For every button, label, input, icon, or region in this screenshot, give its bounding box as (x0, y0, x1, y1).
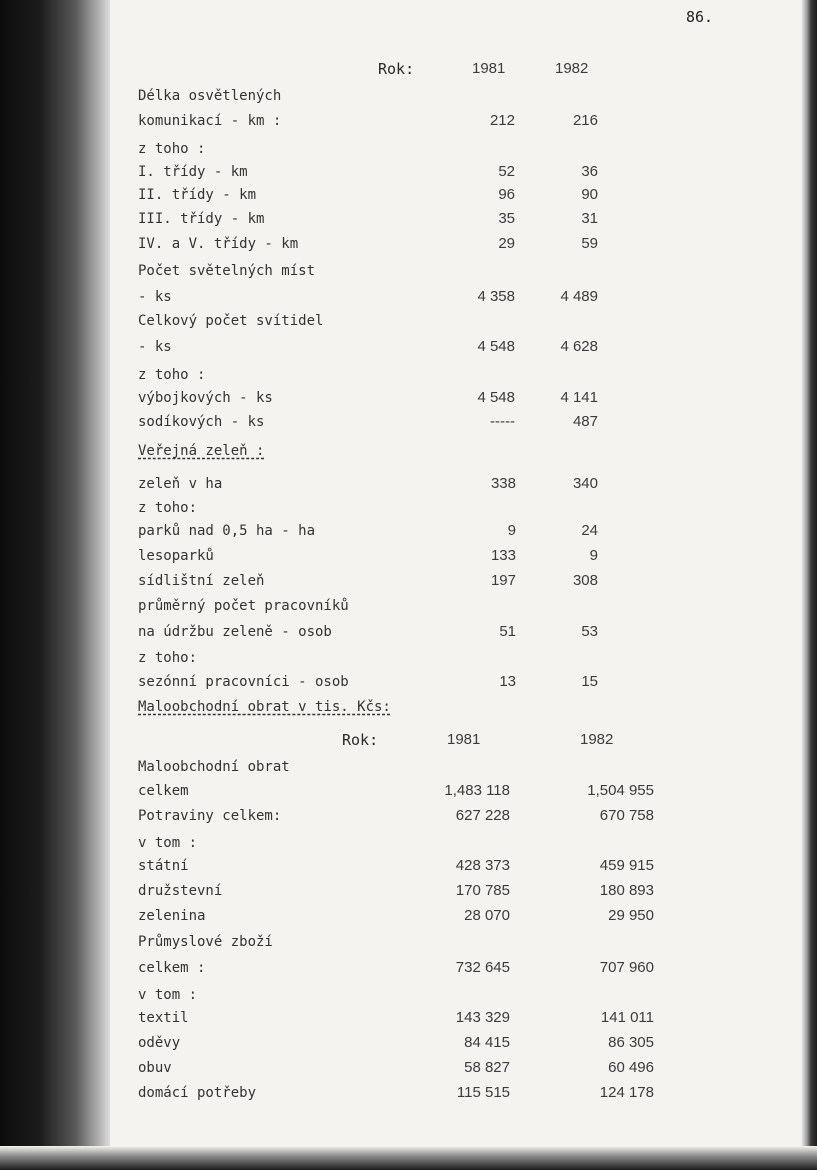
row-label: parků nad 0,5 ha - ha (138, 523, 316, 539)
row-label: zelenina (138, 908, 206, 924)
row-label: státní (138, 858, 189, 874)
value-1981: 197 (490, 572, 516, 589)
value-1982: 308 (572, 572, 598, 589)
row-label: sezónní pracovníci - osob (138, 674, 349, 690)
row-label: IV. a V. třídy - km (138, 236, 299, 252)
year-header-1981: 1981 (472, 60, 506, 77)
value-1981: 29 (498, 235, 515, 252)
scan-right-edge (801, 0, 817, 1170)
value-1982: 707 960 (599, 959, 654, 976)
value-1981: 338 (490, 475, 516, 492)
value-1982: 53 (581, 623, 598, 640)
value-1981: 52 (498, 163, 515, 180)
value-1981: 35 (498, 210, 515, 227)
value-1981: 4 548 (477, 389, 515, 406)
value-1982: 24 (581, 522, 598, 539)
value-1981: 143 329 (455, 1009, 510, 1026)
row-label: Průmyslové zboží (138, 934, 273, 950)
row-label: Délka osvětlených (138, 88, 282, 104)
row-label: v tom : (138, 835, 198, 851)
row-label: z toho : (138, 141, 206, 157)
value-1982: 29 950 (608, 907, 654, 924)
value-1981: 133 (490, 547, 516, 564)
page-number: 86. (686, 8, 714, 26)
value-1982: 459 915 (599, 857, 654, 874)
scan-gutter-shadow (0, 0, 110, 1170)
value-1981: ----- (490, 413, 515, 430)
row-label: komunikací - km : (138, 113, 282, 129)
value-1981: 58 827 (464, 1059, 510, 1076)
value-1981: 84 415 (464, 1034, 510, 1051)
value-1981: 4 358 (477, 288, 515, 305)
year-header-label: Rok: (378, 60, 415, 78)
value-1981: 732 645 (455, 959, 510, 976)
value-1981: 9 (507, 522, 516, 539)
year-header-1982: 1982 (555, 60, 589, 77)
year-header-label: Rok: (342, 731, 379, 749)
row-label: sodíkových - ks (138, 414, 265, 430)
row-label: Celkový počet svítidel (138, 313, 324, 329)
value-1982: 124 178 (599, 1084, 654, 1101)
value-1982: 60 496 (608, 1059, 654, 1076)
row-label: z toho : (138, 367, 206, 383)
value-1982: 4 489 (560, 288, 598, 305)
row-label: z toho: (138, 650, 198, 666)
row-label: z toho: (138, 500, 198, 516)
value-1982: 216 (572, 112, 598, 129)
year-header-1982: 1982 (580, 731, 614, 748)
value-1981: 13 (499, 673, 516, 690)
row-label: obuv (138, 1060, 172, 1076)
value-1981: 51 (499, 623, 516, 640)
value-1982: 9 (589, 547, 598, 564)
value-1982: 4 141 (560, 389, 598, 406)
section-heading-retail: Maloobchodní obrat v tis. Kčs: (138, 699, 391, 715)
row-label: sídlištní zeleň (138, 573, 265, 589)
row-label: - ks (138, 289, 172, 305)
row-label: výbojkových - ks (138, 390, 273, 406)
value-1981: 627 228 (455, 807, 510, 824)
value-1982: 31 (581, 210, 598, 227)
value-1982: 487 (572, 413, 598, 430)
row-label: celkem : (138, 960, 206, 976)
row-label: lesoparků (138, 548, 214, 564)
value-1982: 86 305 (608, 1034, 654, 1051)
value-1981: 1,483 118 (444, 782, 510, 799)
row-label: - ks (138, 339, 172, 355)
value-1981: 4 548 (477, 338, 515, 355)
year-header-1981: 1981 (447, 731, 481, 748)
row-label: III. třídy - km (138, 211, 265, 227)
value-1982: 36 (581, 163, 598, 180)
row-label: celkem (138, 783, 189, 799)
row-label: zeleň v ha (138, 476, 223, 492)
row-label: domácí potřeby (138, 1085, 257, 1101)
value-1981: 428 373 (455, 857, 510, 874)
row-label: na údržbu zeleně - osob (138, 624, 332, 640)
row-label: oděvy (138, 1035, 181, 1051)
row-label: družstevní (138, 883, 223, 899)
value-1982: 15 (581, 673, 598, 690)
row-label: Maloobchodní obrat (138, 759, 290, 775)
value-1982: 141 011 (600, 1009, 654, 1026)
row-label: Potraviny celkem: (138, 808, 282, 824)
value-1981: 115 515 (456, 1084, 510, 1101)
value-1981: 28 070 (464, 907, 510, 924)
value-1981: 170 785 (455, 882, 510, 899)
scan-bottom-edge (0, 1146, 817, 1170)
row-label: průměrný počet pracovníků (138, 598, 349, 614)
value-1982: 4 628 (560, 338, 598, 355)
value-1981: 212 (489, 112, 515, 129)
value-1982: 59 (581, 235, 598, 252)
row-label: v tom : (138, 987, 198, 1003)
row-label: Počet světelných míst (138, 263, 316, 279)
row-label: II. třídy - km (138, 187, 257, 203)
value-1982: 340 (572, 475, 598, 492)
value-1982: 90 (581, 186, 598, 203)
section-heading-greenery: Veřejná zeleň : (138, 443, 265, 459)
value-1981: 96 (498, 186, 515, 203)
row-label: textil (138, 1010, 189, 1026)
value-1982: 670 758 (599, 807, 654, 824)
row-label: I. třídy - km (138, 164, 248, 180)
value-1982: 1,504 955 (587, 782, 654, 799)
value-1982: 180 893 (599, 882, 654, 899)
